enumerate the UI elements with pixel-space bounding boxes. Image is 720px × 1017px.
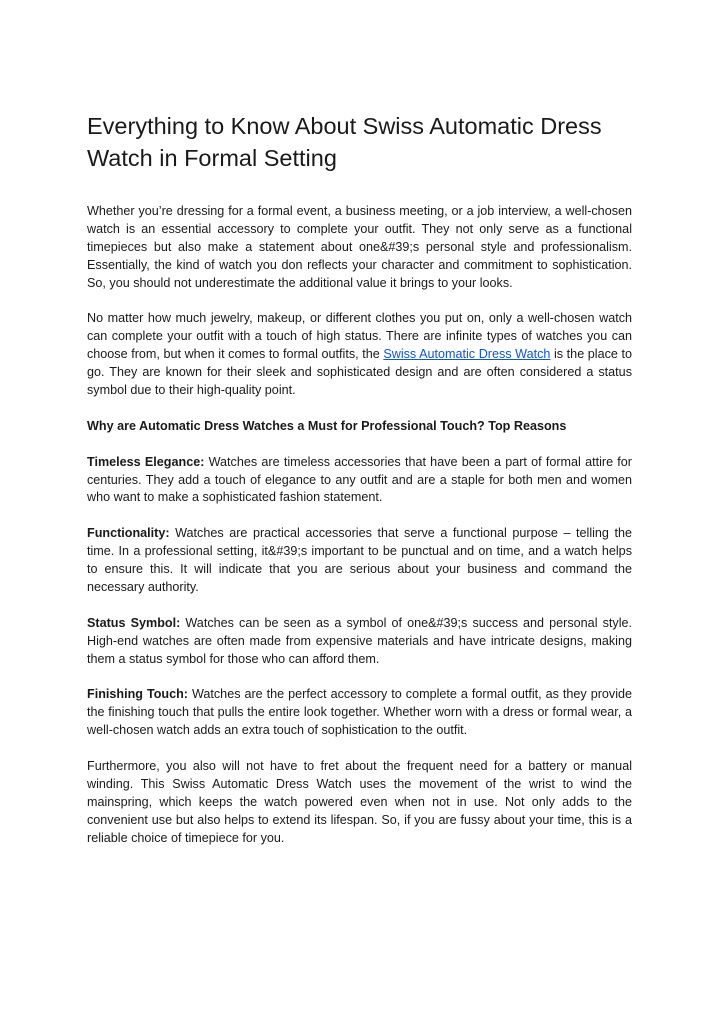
- reason-label: Timeless Elegance:: [87, 454, 205, 469]
- paragraph-2-before: No matter how much jewelry, makeup, or different clothes you put on, only a well-chosen watch can complete your outfit with a touch of high status. There are infinite types of watches you can choose from, but when it comes to formal outfits, the: [87, 311, 632, 362]
- reason-text: Watches are timeless accessories that have been a part of formal attire for centuries. They add a touch of elegance to any outfit and are a staple for both men and women who want to make a sophisticated fashion statement.: [87, 454, 632, 505]
- intro-paragraph: Whether you’re dressing for a formal event, a business meeting, or a job interview, a well-chosen watch is an essential accessory to complete your outfit. They not only serve as a functional timepieces but also make a statement about one&#39;s personal style and professionalism. Essentially, the kind of watch you don reflects your character and commitment to sophistication. So, you should not underestimate the additional value it brings to your looks.: [87, 204, 632, 290]
- closing-paragraph: Furthermore, you also will not have to fret about the frequent need for a battery or manual winding. This Swiss Automatic Dress Watch uses the movement of the wrist to wind the mainspring, which keeps the watch powered even when not in use. Not only adds to the convenient use but also helps to extend its lifespan. So, if you are fussy about your time, this is a reliable choice of timepiece for you.: [87, 758, 632, 845]
- paragraph-2-after: is the place to go. They are known for their sleek and sophisticated design and are often considered a status symbol due to their high-quality point.: [87, 347, 632, 398]
- reason-timeless-elegance: [87, 454, 632, 508]
- paragraph-2: [87, 310, 632, 400]
- reason-finishing-touch: [87, 686, 632, 740]
- document-title: Everything to Know About Swiss Automatic Dress Watch in Formal Setting: [87, 113, 602, 171]
- reason-label: Functionality:: [87, 526, 170, 541]
- reason-label: Finishing Touch:: [87, 687, 188, 702]
- reason-text: Watches are practical accessories that serve a functional purpose – telling the time. In a professional setting, it&#39;s important to be punctual and on time, and a watch helps to ensure this. It will indicate that you are serious about your business and command the necessary authority.: [87, 526, 632, 594]
- reason-functionality: [87, 525, 632, 597]
- reason-text: Watches can be seen as a symbol of one&#39;s success and personal style. High-end watches are often made from expensive materials and have intricate designs, making them a status symbol for those who can afford them.: [87, 615, 632, 666]
- reason-status-symbol: [87, 615, 632, 669]
- section-heading: Why are Automatic Dress Watches a Must for Professional Touch? Top Reasons: [87, 418, 567, 433]
- document-page: [87, 110, 632, 865]
- reason-text: Watches are the perfect accessory to complete a formal outfit, as they provide the finishing touch that pulls the entire look together. Whether worn with a dress or formal wear, a well-chosen watch adds an extra touch of sophistication to the outfit.: [87, 687, 632, 738]
- swiss-automatic-dress-watch-link[interactable]: Swiss Automatic Dress Watch: [383, 347, 551, 362]
- reason-label: Status Symbol:: [87, 615, 181, 630]
